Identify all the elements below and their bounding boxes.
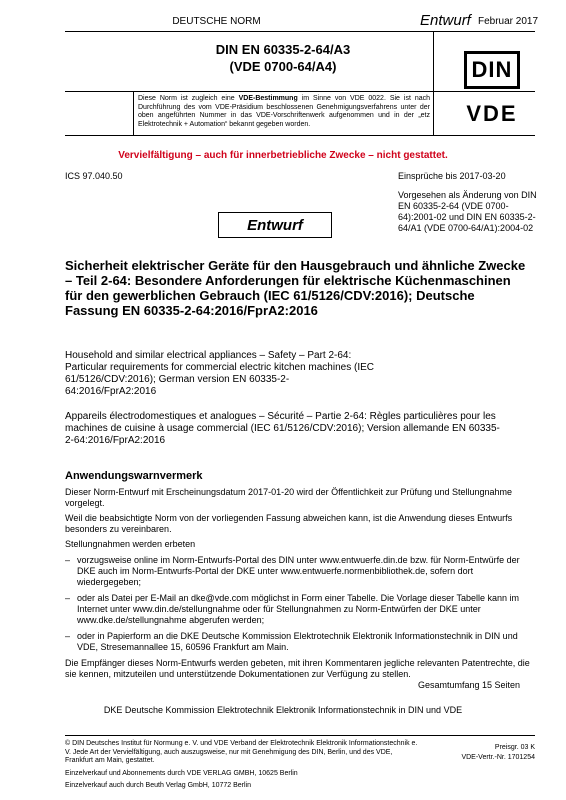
warning-paragraph-2: Weil die beabsichtigte Norm von der vorliegenden Fassung abweichen kann, ist die Anwendung dieses Entwurfs besonders zu vereinbaren.	[65, 513, 513, 534]
warning-paragraph-3: Stellungnahmen werden erbeten	[65, 539, 196, 549]
sales-vde-verlag: Einzelverkauf und Abonnements durch VDE VERLAG GMBH, 10625 Berlin	[65, 770, 298, 777]
sales-beuth-verlag: Einzelverkauf auch durch Beuth Verlag GmbH, 10772 Berlin	[65, 782, 251, 789]
french-title: Appareils électrodomestiques et analogues – Sécurité – Partie 2-64: Règles particulières pour les machines de cuisine à usage commercial (IEC 61/5126/CDV:2016); Version allemande EN 60335-2-64:2016/FprA2:2016	[65, 411, 500, 446]
reproduction-notice: Vervielfältigung – auch für innerbetriebliche Zwecke – nicht gestattet.	[118, 150, 448, 161]
frame-divider	[433, 31, 434, 135]
objection-deadline: Einsprüche bis 2017-03-20	[398, 171, 506, 181]
frame-left-divider	[133, 91, 134, 135]
list-item: – oder als Datei per E-Mail an dke@vde.com möglichst in Form einer Tabelle. Die Vorlage dieser Tabelle kann im Internet unter www.din.de/stellungnahme oder für Stellungnahmen zu Norm-Entwürfen der DKE unter www.dke.de/stellungnahme abgerufen werden;	[65, 593, 520, 625]
copyright-notice: © DIN Deutsches Institut für Normung e. V. und VDE Verband der Elektrotechnik Elektronik Informationstechnik e. V. Jede Art der Vervielfältigung, auch auszugsweise, nur mit Genehmigung des DIN, Berlin, und des VDE, Frankfurt am Main, gestattet.	[65, 740, 418, 765]
draft-box: Entwurf	[218, 212, 332, 238]
german-title: Sicherheit elektrischer Geräte für den Hausgebrauch und ähnliche Zwecke – Teil 2-64: Besondere Anforderungen für elektrische Küchenmaschinen für den gewerblichen Gebrauch (IEC 61/5126/CDV:2016); Deutsche Fassung EN 60335-2-64:2016/FprA2:2016	[65, 258, 526, 318]
vde-logo	[453, 100, 531, 126]
din-logo: DIN	[464, 51, 520, 89]
header-date: Februar 2017	[478, 16, 539, 27]
frame-mid-line	[65, 91, 535, 92]
amendment-note: Vorgesehen als Änderung von DIN EN 60335-2-64 (VDE 0700-64):2001-02 und DIN EN 60335-2-64/A1 (VDE 0700-64/A1):2004-02	[398, 190, 537, 233]
list-item: – vorzugsweise online im Norm-Entwurfs-Portal des DIN unter www.entwuerfe.din.de bzw. für Norm-Entwürfe der DKE auch im Norm-Entwurfs-Portal der DKE unter www.entwuerfe.normenbibliothek.de, sofern dort wiedergegeben;	[65, 555, 520, 587]
vde-order-number: VDE-Vertr.-Nr. 1701254	[461, 754, 535, 761]
vde-number: (VDE 0700-64/A4)	[229, 59, 337, 74]
english-title: Household and similar electrical appliances – Safety – Part 2-64: Particular requirements for commercial electric kitchen machines (IEC 61/5126/CDV:2016); German version EN 60335-2-64:2016/FprA2:2016	[65, 350, 374, 397]
total-pages: Gesamtumfang 15 Seiten	[417, 680, 520, 690]
vde-statement: Diese Norm ist zugleich eine VDE-Bestimmung im Sinne von VDE 0022. Sie ist nach Durchführung des vom VDE-Präsidium beschlossenen Genehmigungsverfahrens unter der oben angeführten Nummer in das VDE-Vorschriftenwerk aufgenommen und in der „etz Elektrotechnik + Automation“ bekannt gegeben worden.	[138, 95, 430, 128]
price-group: Preisgr. 03 K	[494, 744, 535, 751]
list-item: – oder in Papierform an die DKE Deutsche Kommission Elektrotechnik Elektronik Informationstechnik in DIN und VDE, Stresemannallee 15, 60596 Frankfurt am Main.	[65, 631, 518, 652]
warning-paragraph-1: Dieser Norm-Entwurf mit Erscheinungsdatum 2017-01-20 wird der Öffentlichkeit zur Prüfung und Stellungnahme vorgelegt.	[65, 487, 513, 508]
svg-text:VDE: VDE	[466, 101, 518, 126]
warning-body	[65, 487, 530, 691]
din-number: DIN EN 60335-2-64/A3	[215, 42, 351, 57]
frame-bottom-line	[65, 135, 535, 136]
warning-paragraph-4: Die Empfänger dieses Norm-Entwurfs werden gebeten, mit ihren Kommentaren jegliche relevanten Patentrechte, die sie kennen, mitzuteilen und unterstützende Dokumentationen zur Verfügung zu stellen.	[65, 658, 530, 679]
ics-code: ICS 97.040.50	[65, 171, 123, 181]
frame-top-line	[65, 31, 535, 32]
dke-line: DKE Deutsche Kommission Elektrotechnik Elektronik Informationstechnik in DIN und VDE	[103, 705, 463, 715]
warning-heading: Anwendungswarnvermerk	[65, 470, 203, 482]
draft-label: Entwurf	[420, 12, 471, 29]
comment-channels-list	[65, 555, 530, 653]
footer-separator	[65, 735, 535, 736]
norm-type: DEUTSCHE NORM	[172, 16, 261, 27]
